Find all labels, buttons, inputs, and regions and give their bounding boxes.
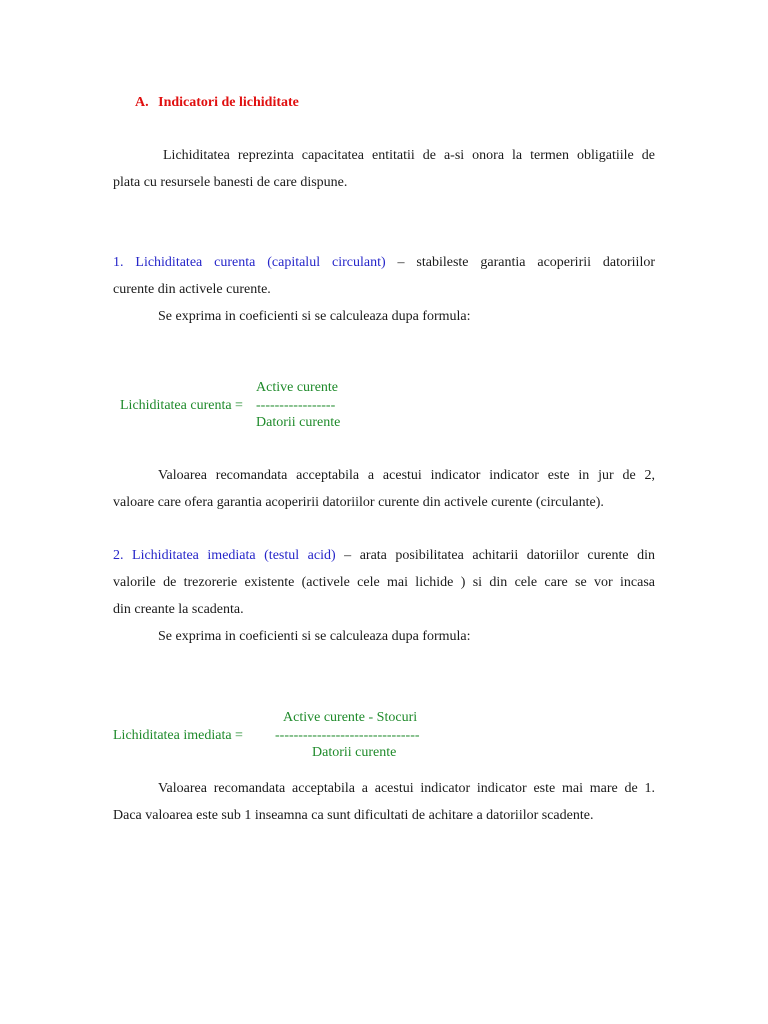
- formula1-denominator: Datorii curente: [256, 415, 341, 430]
- section-marker: A.: [135, 95, 149, 110]
- formula1-divider: -----------------: [256, 398, 336, 413]
- intro-line-2: plata cu resursele banesti de care dispune.: [113, 175, 348, 190]
- item2-title-rest: – arata posibilitatea achitarii datoriilor curente din: [335, 548, 655, 563]
- item2-line-2: valorile de trezorerie existente (activele cele mai lichide ) si din cele care se vor incasa: [113, 575, 655, 590]
- item2-title: 2. Lichiditatea imediata (testul acid): [113, 548, 336, 563]
- item1-formula-intro: Se exprima in coeficienti si se calculeaza dupa formula:: [158, 309, 471, 324]
- item2-formula-intro: Se exprima in coeficienti si se calculeaza dupa formula:: [158, 629, 471, 644]
- section-title: Indicatori de lichiditate: [158, 95, 299, 110]
- item1-note-line-2: valoare care ofera garantia acoperirii datoriilor curente din activele curente (circulante).: [113, 495, 604, 510]
- formula2-lhs: Lichiditatea imediata =: [113, 728, 243, 743]
- item1-title-rest: – stabileste garantia acoperirii datoriilor: [385, 255, 655, 270]
- formula2-denominator: Datorii curente: [312, 745, 397, 760]
- formula1-numerator: Active curente: [256, 380, 339, 395]
- formula1-lhs: Lichiditatea curenta =: [120, 398, 243, 413]
- item1-line-2: curente din activele curente.: [113, 282, 271, 297]
- item1-title: 1. Lichiditatea curenta (capitalul circulant): [113, 255, 386, 270]
- item2-heading: [113, 547, 655, 565]
- item2-note-line-1: Valoarea recomandata acceptabila a acestui indicator indicator este mai mare de 1.: [158, 781, 655, 796]
- item1-heading: [113, 254, 655, 272]
- formula2-numerator: Active curente - Stocuri: [283, 710, 418, 725]
- item1-note-line-1: Valoarea recomandata acceptabila a acestui indicator indicator este in jur de 2,: [158, 468, 655, 483]
- item2-line-3: din creante la scadenta.: [113, 602, 244, 617]
- formula2-divider: -------------------------------: [275, 728, 420, 743]
- item2-note-line-2: Daca valoarea este sub 1 inseamna ca sunt dificultati de achitare a datoriilor scadente.: [113, 808, 594, 823]
- section-heading: [135, 94, 299, 112]
- intro-line-1: Lichiditatea reprezinta capacitatea entitatii de a-si onora la termen obligatiile de: [163, 148, 655, 163]
